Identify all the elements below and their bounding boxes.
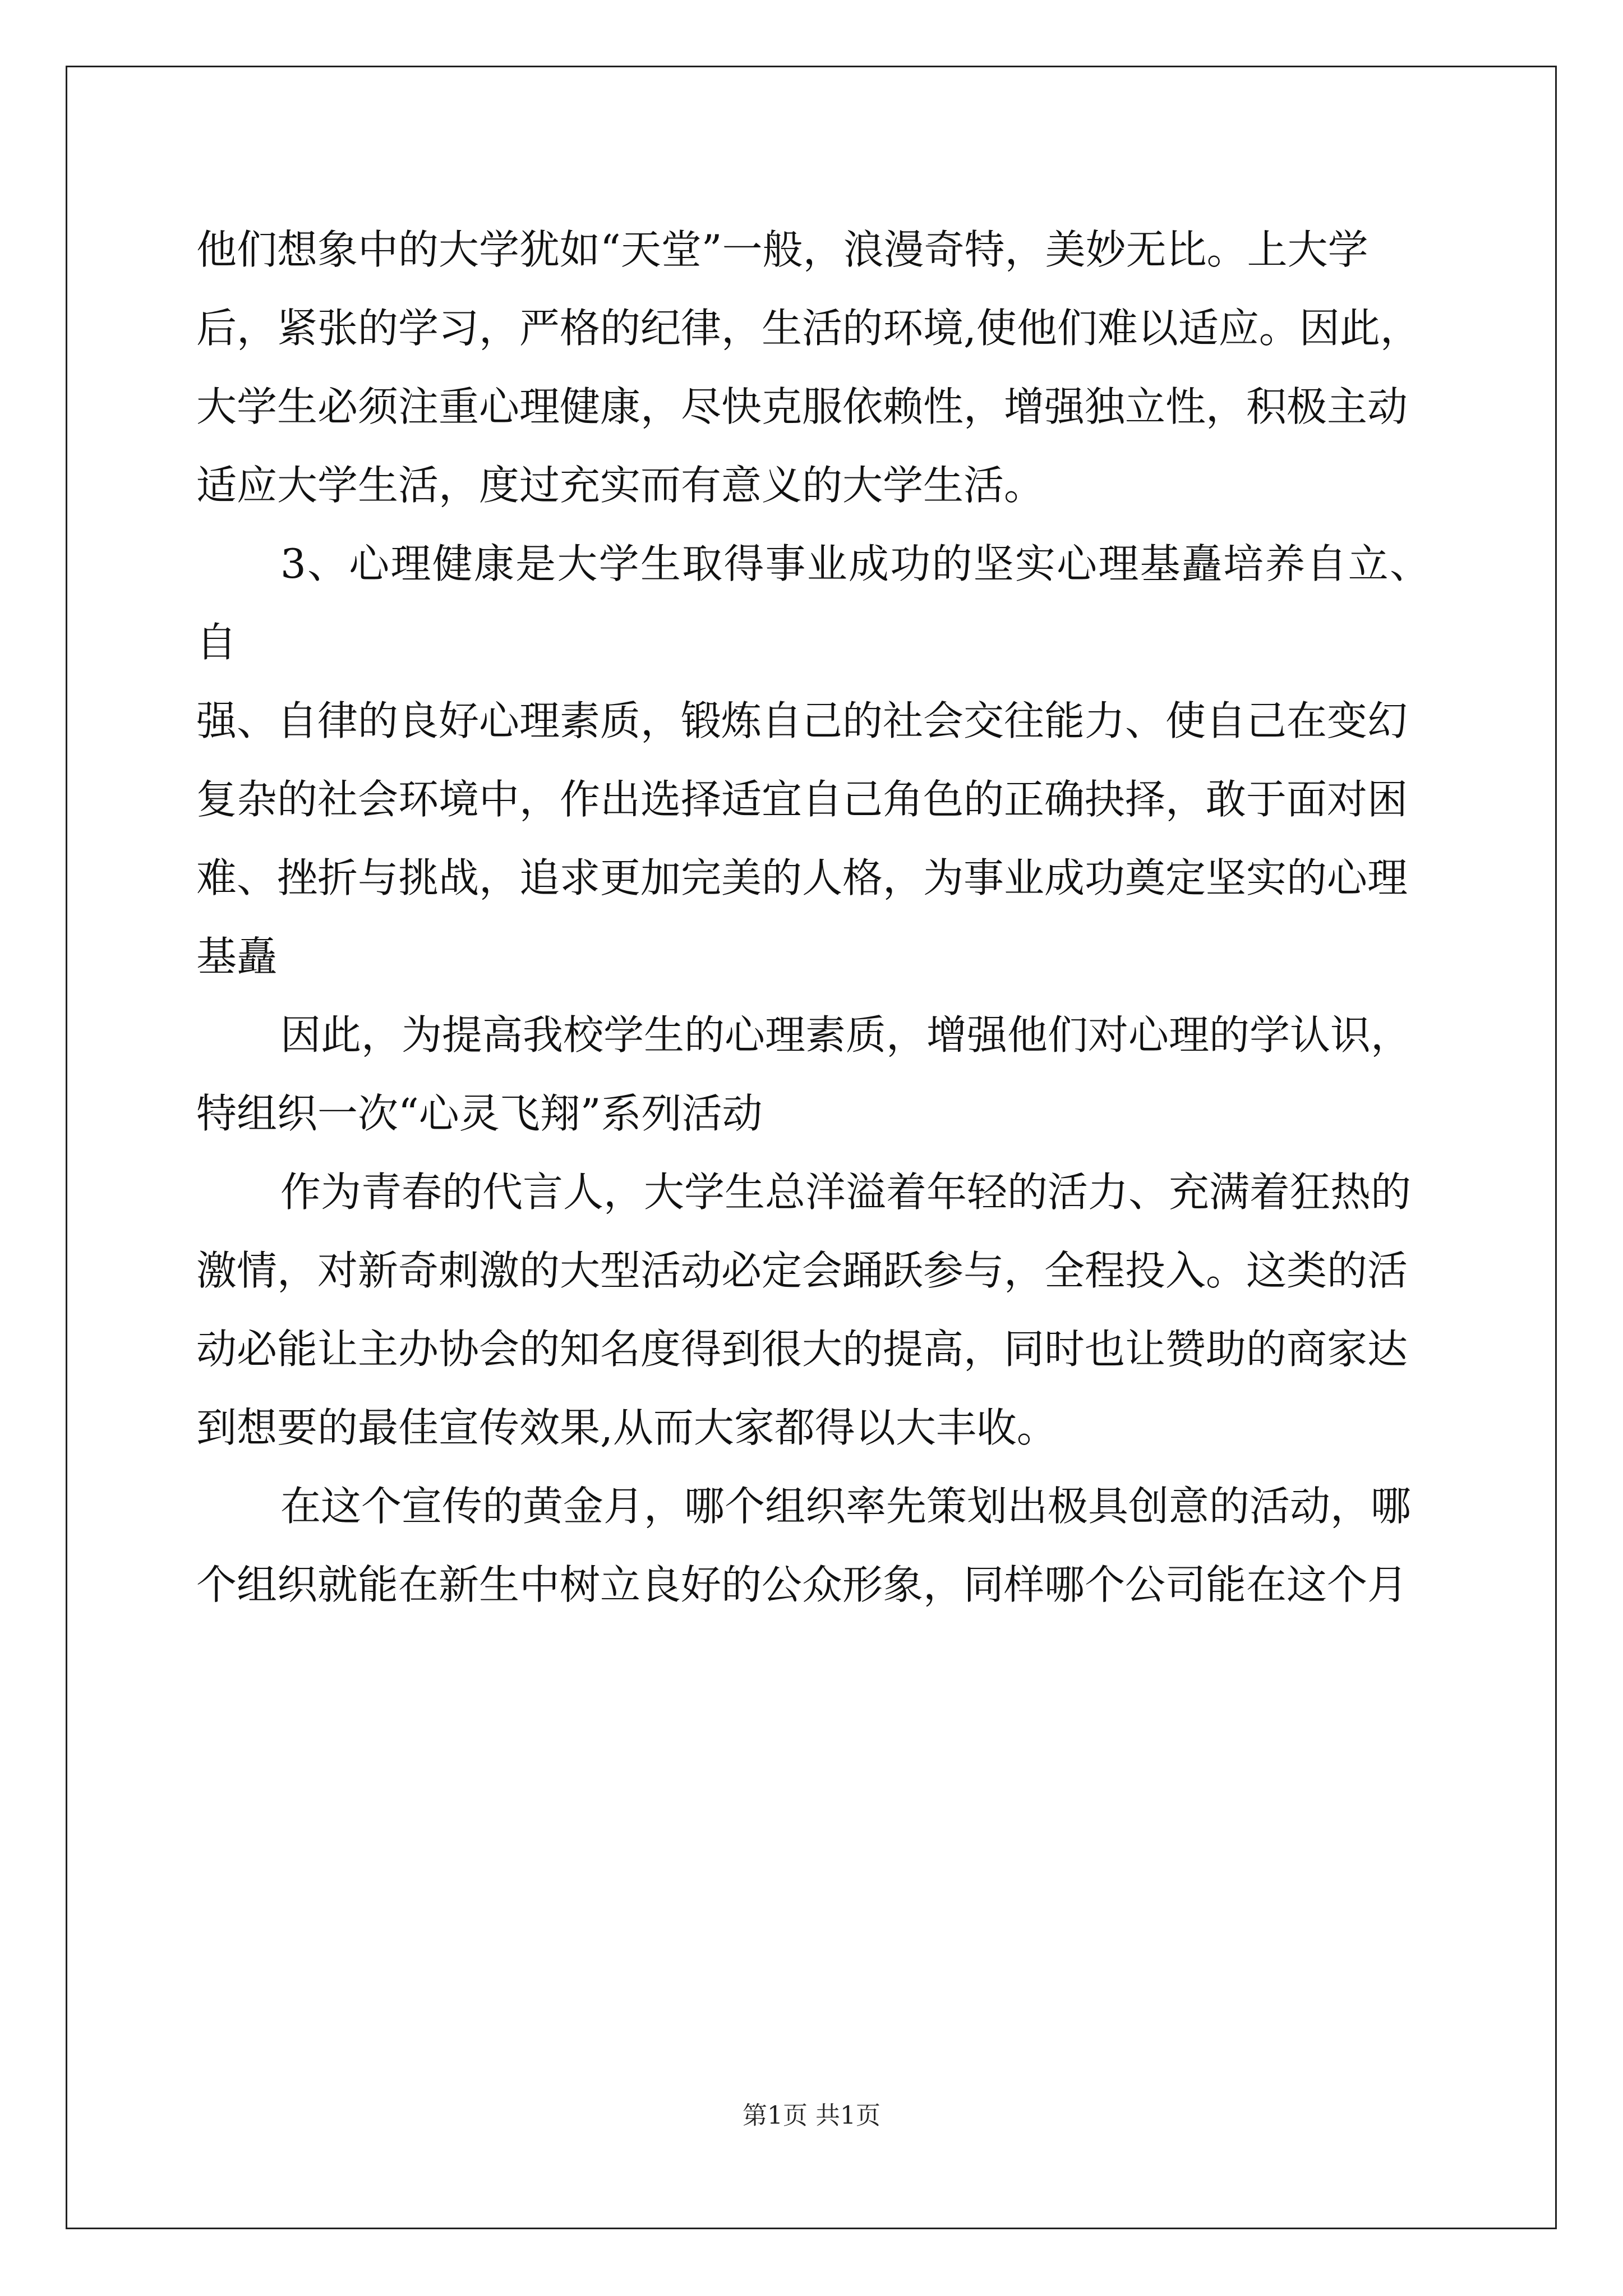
paragraph-5 bbox=[196, 1467, 1430, 1624]
paragraph-2 bbox=[196, 524, 1430, 996]
text-line: 适应大学生活，度过充实而有意义的大学生活。 bbox=[196, 462, 1045, 509]
text-line: 特组织一次“心灵飞翔”系列活动 bbox=[196, 1090, 763, 1137]
text-line: 到想要的最佳宣传效果,从而大家都得以大丰收。 bbox=[196, 1404, 1057, 1451]
text-line: 他们想象中的大学犹如“天堂”一般，浪漫奇特，美妙无比。上大学 bbox=[196, 226, 1368, 273]
text-line: 激情，对新奇刺激的大型活动必定会踊跃参与，全程投入。这类的活 bbox=[196, 1247, 1408, 1294]
paragraph-3 bbox=[196, 996, 1430, 1153]
text-line: 因此，为提高我校学生的心理素质，增强他们对心理的学认识， bbox=[280, 1011, 1412, 1059]
text-line: 在这个宣传的黄金月，哪个组织率先策划出极具创意的活动，哪 bbox=[280, 1483, 1412, 1530]
text-line: 基矗 bbox=[196, 933, 278, 980]
text-line: 3、心理健康是大学生取得事业成功的坚实心理基矗培养自立、自 bbox=[196, 540, 1430, 666]
paragraph-4 bbox=[196, 1153, 1430, 1467]
text-line: 后，紧张的学习，严格的纪律，生活的环境,使他们难以适应。因此， bbox=[196, 305, 1421, 352]
text-line: 强、自律的良好心理素质，锻炼自己的社会交往能力、使自己在变幻 bbox=[196, 697, 1408, 744]
text-line: 个组织就能在新生中树立良好的公众形象，同样哪个公司能在这个月 bbox=[196, 1561, 1408, 1608]
page-footer: 第1页 共1页 bbox=[743, 2101, 880, 2130]
text-line: 复杂的社会环境中，作出选择适宜自己角色的正确抉择，敢于面对困 bbox=[196, 776, 1408, 823]
text-line: 动必能让主办协会的知名度得到很大的提高，同时也让赞助的商家达 bbox=[196, 1326, 1408, 1373]
document-body bbox=[196, 210, 1430, 1624]
text-line: 难、挫折与挑战，追求更加完美的人格，为事业成功奠定坚实的心理 bbox=[196, 854, 1408, 901]
text-line: 大学生必须注重心理健康，尽快克服依赖性，增强独立性，积极主动 bbox=[196, 383, 1408, 430]
paragraph-1 bbox=[196, 210, 1430, 524]
text-line: 作为青春的代言人，大学生总洋溢着年轻的活力、充满着狂热的 bbox=[280, 1168, 1412, 1216]
